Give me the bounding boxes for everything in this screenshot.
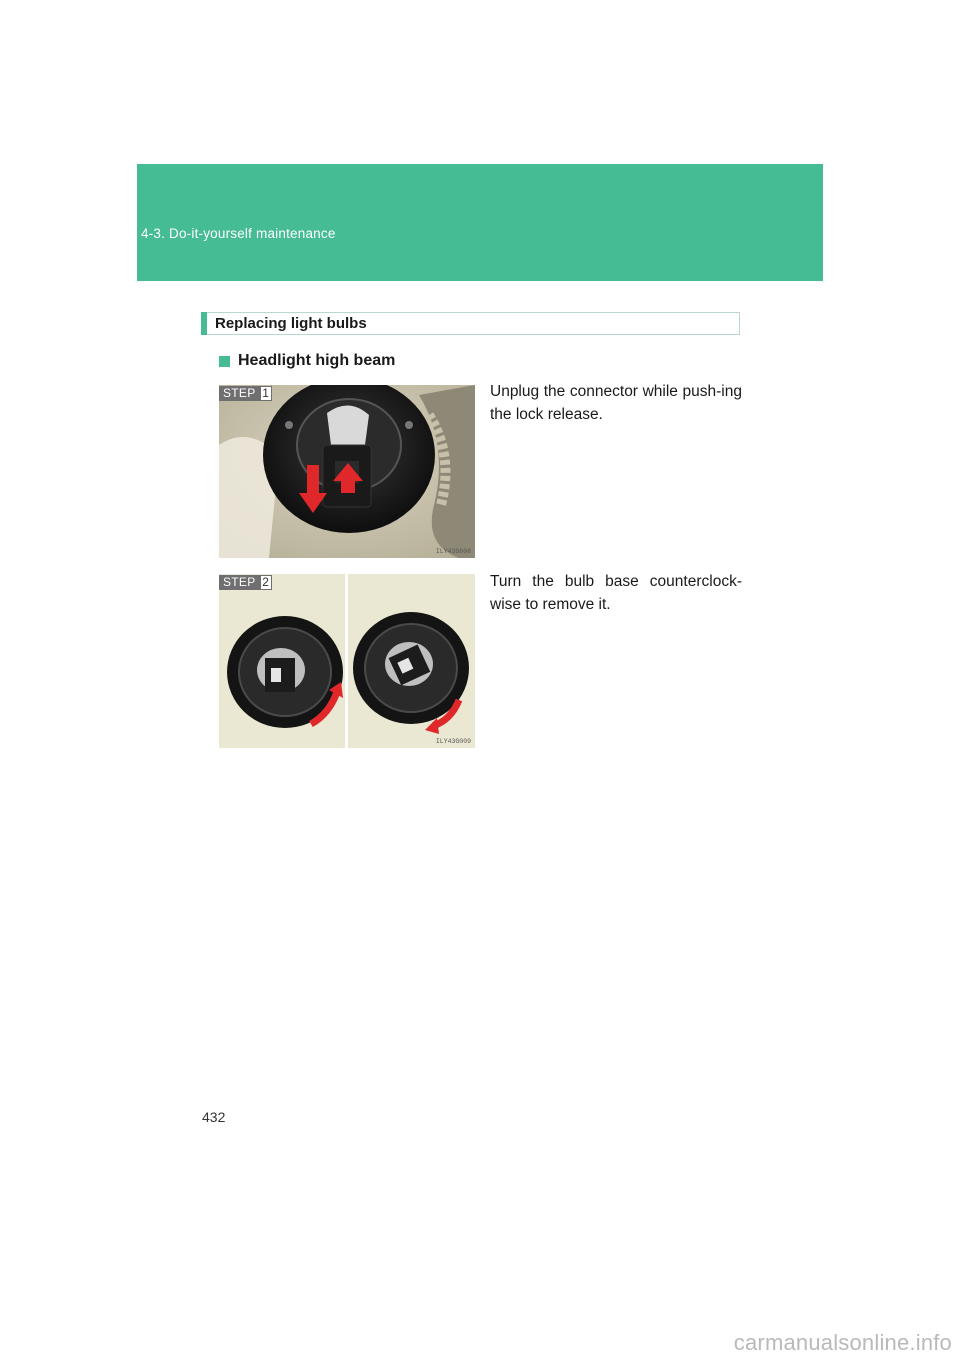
subheading-title: Headlight high beam: [238, 352, 396, 369]
figure-code: ILY43G008: [435, 548, 471, 555]
section-label: 4-3. Do-it-yourself maintenance: [141, 226, 336, 241]
step-1-instruction: Unplug the connector while push-ing the lock release.: [490, 383, 742, 423]
page-number: 432: [202, 1109, 226, 1125]
step-badge: [219, 575, 272, 590]
step-badge-number: 1: [260, 386, 272, 401]
figure-code: ILY43G009: [435, 738, 471, 745]
header-band: [137, 164, 823, 281]
bulb-rotation-diagram: [219, 574, 475, 748]
heading-accent: [201, 312, 207, 335]
watermark: carmanualsonline.info: [733, 1330, 952, 1355]
subheading: [219, 352, 395, 370]
section-heading: [201, 312, 740, 335]
heading-title: Replacing light bulbs: [215, 315, 367, 332]
step-1-illustration: [219, 385, 475, 558]
step-badge-number: 2: [260, 575, 272, 590]
step-2-instruction: Turn the bulb base counterclock-wise to remove it.: [490, 573, 742, 613]
step-badge-word: STEP: [219, 575, 260, 590]
step-2-illustration: [219, 574, 475, 748]
step-badge: [219, 386, 272, 401]
step-badge-word: STEP: [219, 386, 260, 401]
headlight-connector-photo: [219, 385, 475, 558]
square-bullet-icon: [219, 356, 230, 367]
